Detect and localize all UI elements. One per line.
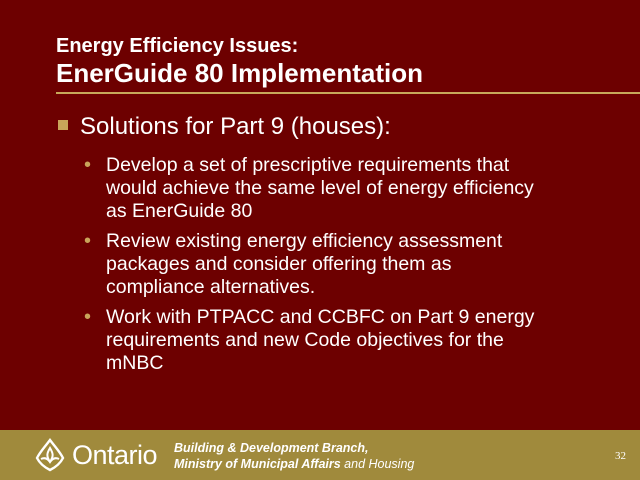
title-divider [56, 92, 640, 94]
text-line: requirements and new Code objectives for the [106, 329, 504, 351]
page-number: 32 [615, 450, 626, 462]
dept-line-2-rest: and Housing [340, 457, 415, 471]
text-line: as EnerGuide 80 [106, 200, 253, 222]
text-line: compliance alternatives. [106, 276, 316, 298]
dept-line-2-bold: Ministry of Municipal Affairs [174, 457, 341, 471]
footer-bar [0, 430, 640, 480]
title-line-2: EnerGuide 80 Implementation [56, 58, 423, 88]
sub-bullet-1 [84, 154, 564, 223]
sub-bullet-2 [84, 230, 564, 299]
text-line: Develop a set of prescriptive requirements that [106, 154, 510, 176]
sub-bullet-list [84, 154, 564, 382]
main-bullet [58, 112, 391, 142]
ontario-logo-text: Ontario [72, 440, 158, 470]
bullet-dot-icon: • [84, 306, 92, 328]
slide-title [56, 34, 423, 88]
ontario-trillium-icon [34, 438, 66, 472]
text-line: Review existing energy efficiency assessment [106, 230, 503, 252]
sub-bullet-3 [84, 306, 564, 375]
bullet-dot-icon: • [84, 230, 92, 252]
sub-bullet-text [106, 154, 564, 223]
sub-bullet-text [106, 306, 564, 375]
title-line-1: Energy Efficiency Issues: [56, 35, 299, 57]
bullet-dot-icon: • [84, 154, 92, 176]
text-line: mNBC [106, 352, 164, 374]
square-bullet-icon [58, 120, 68, 130]
text-line: would achieve the same level of energy efficiency [106, 177, 534, 199]
text-line: Work with PTPACC and CCBFC on Part 9 energy [106, 306, 535, 328]
sub-bullet-text [106, 230, 564, 299]
dept-line-1: Building & Development Branch, [174, 441, 369, 455]
main-bullet-text: Solutions for Part 9 (houses): [80, 113, 391, 140]
department-name [174, 440, 414, 472]
text-line: packages and consider offering them as [106, 253, 452, 275]
